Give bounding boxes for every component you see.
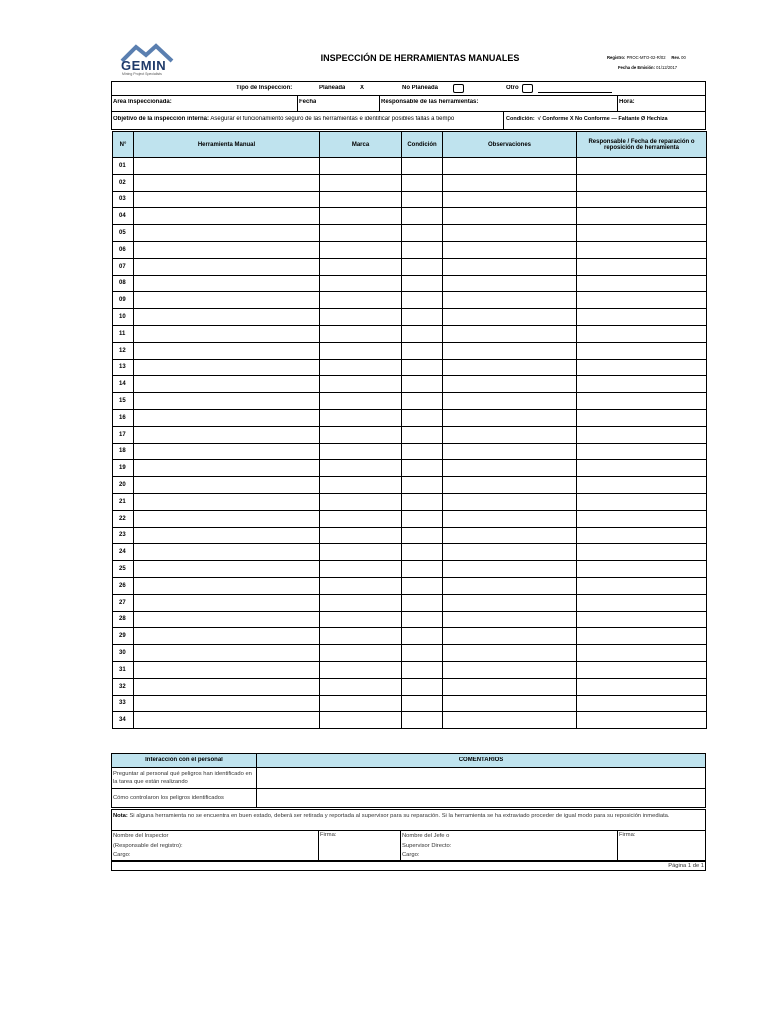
col-header-numero: N° (113, 132, 134, 158)
herramienta-cell[interactable] (134, 561, 320, 578)
observaciones-cell[interactable] (443, 376, 577, 393)
col-header-responsable: Responsable / Fecha de reparación o reposición de herramienta (577, 132, 707, 158)
fecha-emision-value: 01/12/2017 (656, 65, 678, 70)
col-header-condicion: Condición (402, 132, 443, 158)
otro-checkbox[interactable] (522, 84, 533, 93)
observaciones-cell[interactable] (443, 292, 577, 309)
herramienta-cell[interactable] (134, 661, 320, 678)
objetivo-text: Asegurar el funcionamiento seguro de las herramientas e identificar posibles fallas a tiempo (210, 116, 455, 122)
hora-label: Hora: (619, 99, 635, 105)
row-number: 10 (113, 309, 134, 326)
marca-cell[interactable] (320, 611, 402, 628)
herramienta-cell[interactable] (134, 275, 320, 292)
responsable-cell[interactable] (577, 645, 707, 662)
condicion-cell[interactable] (402, 460, 443, 477)
marca-cell[interactable] (320, 678, 402, 695)
table-row (113, 426, 707, 443)
otro-label: Otro (506, 85, 519, 91)
objetivo-line (113, 116, 503, 123)
herramienta-cell[interactable] (134, 158, 320, 175)
marca-cell[interactable] (320, 393, 402, 410)
observaciones-cell[interactable] (443, 393, 577, 410)
herramienta-cell[interactable] (134, 393, 320, 410)
condicion-cell[interactable] (402, 258, 443, 275)
observaciones-cell[interactable] (443, 544, 577, 561)
herramienta-cell[interactable] (134, 376, 320, 393)
table-row (113, 645, 707, 662)
herramienta-cell[interactable] (134, 208, 320, 225)
responsable-cell[interactable] (577, 174, 707, 191)
marca-cell[interactable] (320, 443, 402, 460)
table-row (113, 258, 707, 275)
observaciones-cell[interactable] (443, 561, 577, 578)
responsable-cell[interactable] (577, 275, 707, 292)
table-row (113, 359, 707, 376)
table-row (113, 376, 707, 393)
herramienta-cell[interactable] (134, 544, 320, 561)
otro-input-line[interactable] (538, 92, 612, 93)
row-number: 21 (113, 493, 134, 510)
condicion-cell[interactable] (402, 342, 443, 359)
row-number: 12 (113, 342, 134, 359)
table-row (113, 275, 707, 292)
condicion-label: Condición: (506, 116, 535, 122)
marca-cell[interactable] (320, 493, 402, 510)
observaciones-cell[interactable] (443, 460, 577, 477)
marca-cell[interactable] (320, 460, 402, 477)
responsable-cell[interactable] (577, 325, 707, 342)
row-number: 01 (113, 158, 134, 175)
row-number: 08 (113, 275, 134, 292)
marca-cell[interactable] (320, 208, 402, 225)
responsable-cell[interactable] (577, 258, 707, 275)
table-row (113, 225, 707, 242)
marca-cell[interactable] (320, 594, 402, 611)
table-row (113, 409, 707, 426)
row-number: 23 (113, 527, 134, 544)
row-number: 18 (113, 443, 134, 460)
row-number: 29 (113, 628, 134, 645)
herramienta-cell[interactable] (134, 258, 320, 275)
table-row (113, 325, 707, 342)
row-number: 33 (113, 695, 134, 712)
condicion-cell[interactable] (402, 409, 443, 426)
observaciones-cell[interactable] (443, 191, 577, 208)
marca-cell[interactable] (320, 191, 402, 208)
row-number: 05 (113, 225, 134, 242)
herramienta-cell[interactable] (134, 342, 320, 359)
condicion-cell[interactable] (402, 678, 443, 695)
marca-cell[interactable] (320, 645, 402, 662)
table-row (113, 594, 707, 611)
herramienta-cell[interactable] (134, 645, 320, 662)
herramienta-cell[interactable] (134, 594, 320, 611)
marca-cell[interactable] (320, 225, 402, 242)
firma-inspector-label: Firma: (320, 832, 337, 838)
marca-cell[interactable] (320, 174, 402, 191)
interaction-question-1: Preguntar al personal qué peligros han identificado en la tarea que están realizando (113, 771, 252, 785)
condicion-cell[interactable] (402, 426, 443, 443)
marca-cell[interactable] (320, 241, 402, 258)
observaciones-cell[interactable] (443, 158, 577, 175)
responsable-cell[interactable] (577, 460, 707, 477)
row-number: 31 (113, 661, 134, 678)
table-row (113, 544, 707, 561)
herramienta-cell[interactable] (134, 611, 320, 628)
responsable-cell[interactable] (577, 661, 707, 678)
herramienta-cell[interactable] (134, 628, 320, 645)
table-row (113, 191, 707, 208)
rev-label: Rev. (671, 55, 680, 60)
observaciones-cell[interactable] (443, 712, 577, 729)
observaciones-cell[interactable] (443, 628, 577, 645)
row-number: 19 (113, 460, 134, 477)
jefe-cargo-label: Cargo: (402, 852, 420, 858)
table-row (113, 309, 707, 326)
responsable-label: Responsable de las herramientas: (381, 99, 479, 105)
condicion-cell[interactable] (402, 645, 443, 662)
table-header-row (113, 132, 707, 158)
registro-value: PROC-MTO-02-R/02 (626, 55, 666, 60)
registro-label: Registro: (607, 55, 626, 60)
fecha-emision-label: Fecha de Emisión: (618, 65, 655, 70)
herramienta-cell[interactable] (134, 678, 320, 695)
condicion-legend (506, 116, 706, 123)
inspector-block (113, 832, 313, 861)
table-row (113, 577, 707, 594)
row-number: 15 (113, 393, 134, 410)
responsable-cell[interactable] (577, 208, 707, 225)
herramienta-cell[interactable] (134, 577, 320, 594)
responsable-cell[interactable] (577, 191, 707, 208)
rev-value: 00 (681, 55, 686, 60)
observaciones-cell[interactable] (443, 208, 577, 225)
comment-field-1[interactable] (258, 769, 704, 787)
marca-cell[interactable] (320, 477, 402, 494)
observaciones-cell[interactable] (443, 611, 577, 628)
observaciones-cell[interactable] (443, 527, 577, 544)
condicion-cell[interactable] (402, 225, 443, 242)
condicion-cell[interactable] (402, 493, 443, 510)
row-number: 13 (113, 359, 134, 376)
marca-cell[interactable] (320, 695, 402, 712)
jefe-role-label: Supervisor Directo: (402, 842, 452, 849)
table-row (113, 292, 707, 309)
observaciones-cell[interactable] (443, 678, 577, 695)
marca-cell[interactable] (320, 325, 402, 342)
condicion-cell[interactable] (402, 208, 443, 225)
responsable-cell[interactable] (577, 359, 707, 376)
jefe-name-label: Nombre del Jefe o (402, 833, 450, 839)
observaciones-cell[interactable] (443, 409, 577, 426)
condicion-cell[interactable] (402, 695, 443, 712)
logo-subtitle: Mining Project Specialists (122, 72, 162, 76)
condicion-cell[interactable] (402, 577, 443, 594)
marca-cell[interactable] (320, 527, 402, 544)
observaciones-cell[interactable] (443, 325, 577, 342)
condicion-cell[interactable] (402, 561, 443, 578)
herramienta-cell[interactable] (134, 712, 320, 729)
observaciones-cell[interactable] (443, 275, 577, 292)
firma-jefe-label: Firma: (619, 832, 636, 838)
herramienta-cell[interactable] (134, 426, 320, 443)
condicion-cell[interactable] (402, 309, 443, 326)
row-number: 03 (113, 191, 134, 208)
row-number: 20 (113, 477, 134, 494)
row-number: 25 (113, 561, 134, 578)
table-row (113, 342, 707, 359)
condicion-cell[interactable] (402, 443, 443, 460)
herramienta-cell[interactable] (134, 443, 320, 460)
row-number: 11 (113, 325, 134, 342)
condicion-cell[interactable] (402, 393, 443, 410)
page-number: Página 1 de 1 (668, 863, 704, 869)
table-row (113, 661, 707, 678)
row-number: 28 (113, 611, 134, 628)
area-label: Area Inspeccionada: (113, 99, 172, 105)
marca-cell[interactable] (320, 628, 402, 645)
responsable-cell[interactable] (577, 510, 707, 527)
observaciones-cell[interactable] (443, 309, 577, 326)
observaciones-cell[interactable] (443, 510, 577, 527)
marca-cell[interactable] (320, 561, 402, 578)
condicion-cell[interactable] (402, 544, 443, 561)
herramienta-cell[interactable] (134, 409, 320, 426)
marca-cell[interactable] (320, 544, 402, 561)
row-number: 24 (113, 544, 134, 561)
table-row (113, 510, 707, 527)
condicion-cell[interactable] (402, 174, 443, 191)
marca-cell[interactable] (320, 359, 402, 376)
table-row (113, 561, 707, 578)
observaciones-cell[interactable] (443, 443, 577, 460)
observaciones-cell[interactable] (443, 695, 577, 712)
row-number: 32 (113, 678, 134, 695)
condicion-cell[interactable] (402, 325, 443, 342)
marca-cell[interactable] (320, 292, 402, 309)
observaciones-cell[interactable] (443, 225, 577, 242)
responsable-cell[interactable] (577, 544, 707, 561)
table-row (113, 678, 707, 695)
condicion-cell[interactable] (402, 712, 443, 729)
responsable-cell[interactable] (577, 409, 707, 426)
responsable-cell[interactable] (577, 477, 707, 494)
herramienta-cell[interactable] (134, 292, 320, 309)
observaciones-cell[interactable] (443, 493, 577, 510)
marca-cell[interactable] (320, 661, 402, 678)
tools-table (112, 131, 707, 729)
col-header-herramienta: Herramienta Manual (134, 132, 320, 158)
table-row (113, 628, 707, 645)
inspector-cargo-label: Cargo: (113, 852, 131, 858)
marca-cell[interactable] (320, 510, 402, 527)
row-number: 04 (113, 208, 134, 225)
table-row (113, 477, 707, 494)
responsable-cell[interactable] (577, 594, 707, 611)
table-row (113, 527, 707, 544)
table-row (113, 493, 707, 510)
marca-cell[interactable] (320, 342, 402, 359)
table-row (113, 712, 707, 729)
row-number: 27 (113, 594, 134, 611)
fecha-label: Fecha (299, 99, 317, 105)
herramienta-cell[interactable] (134, 477, 320, 494)
herramienta-cell[interactable] (134, 191, 320, 208)
observaciones-cell[interactable] (443, 342, 577, 359)
row-number: 26 (113, 577, 134, 594)
interaction-question-2: Cómo controlaron los peligros identificados (113, 795, 224, 801)
page-title: INSPECCIÓN DE HERRAMIENTAS MANUALES (320, 53, 520, 63)
observaciones-cell[interactable] (443, 661, 577, 678)
responsable-cell[interactable] (577, 241, 707, 258)
condicion-cell[interactable] (402, 477, 443, 494)
condicion-cell[interactable] (402, 158, 443, 175)
inspector-name-label: Nombre del Inspector (113, 833, 169, 839)
observaciones-cell[interactable] (443, 477, 577, 494)
responsable-cell[interactable] (577, 695, 707, 712)
herramienta-cell[interactable] (134, 225, 320, 242)
marca-cell[interactable] (320, 158, 402, 175)
interaction-header-left: Interacción con el personal (145, 757, 223, 763)
logo-text: GEMIN (121, 58, 167, 73)
herramienta-cell[interactable] (134, 174, 320, 191)
condicion-cell[interactable] (402, 359, 443, 376)
condicion-cell[interactable] (402, 527, 443, 544)
observaciones-cell[interactable] (443, 594, 577, 611)
condicion-cell[interactable] (402, 241, 443, 258)
responsable-cell[interactable] (577, 678, 707, 695)
herramienta-cell[interactable] (134, 695, 320, 712)
responsable-cell[interactable] (577, 577, 707, 594)
responsable-cell[interactable] (577, 309, 707, 326)
note-label: Nota: (113, 813, 128, 819)
comment-field-2[interactable] (258, 790, 704, 807)
observaciones-cell[interactable] (443, 577, 577, 594)
responsable-cell[interactable] (577, 158, 707, 175)
marca-cell[interactable] (320, 258, 402, 275)
row-number: 09 (113, 292, 134, 309)
responsable-cell[interactable] (577, 628, 707, 645)
marca-cell[interactable] (320, 409, 402, 426)
table-row (113, 611, 707, 628)
col-header-marca: Marca (320, 132, 402, 158)
observaciones-cell[interactable] (443, 426, 577, 443)
condicion-cell[interactable] (402, 628, 443, 645)
row-number: 17 (113, 426, 134, 443)
condicion-cell[interactable] (402, 510, 443, 527)
row-number: 07 (113, 258, 134, 275)
no-planeada-checkbox[interactable] (453, 84, 464, 93)
responsable-cell[interactable] (577, 493, 707, 510)
condicion-legend-text: √ Conforme X No Conforme — Faltante Ø Hechiza (537, 116, 668, 122)
note-body: Si alguna herramienta no se encuentra en buen estado, deberá ser retirada y reportada al supervisor para su reparación. Si la herramienta se ha extraviado proceder de igual modo para su reposición inmediata. (129, 813, 670, 819)
responsable-cell[interactable] (577, 426, 707, 443)
interaction-header-right: COMENTARIOS (458, 757, 504, 763)
herramienta-cell[interactable] (134, 325, 320, 342)
condicion-cell[interactable] (402, 292, 443, 309)
marca-cell[interactable] (320, 577, 402, 594)
observaciones-cell[interactable] (443, 645, 577, 662)
condicion-cell[interactable] (402, 376, 443, 393)
observaciones-cell[interactable] (443, 241, 577, 258)
condicion-cell[interactable] (402, 594, 443, 611)
observaciones-cell[interactable] (443, 174, 577, 191)
herramienta-cell[interactable] (134, 241, 320, 258)
herramienta-cell[interactable] (134, 527, 320, 544)
responsable-cell[interactable] (577, 712, 707, 729)
responsable-cell[interactable] (577, 527, 707, 544)
registro-block (607, 53, 707, 73)
table-row (113, 460, 707, 477)
condicion-cell[interactable] (402, 611, 443, 628)
condicion-cell[interactable] (402, 661, 443, 678)
condicion-cell[interactable] (402, 275, 443, 292)
marca-cell[interactable] (320, 426, 402, 443)
responsable-cell[interactable] (577, 561, 707, 578)
responsable-cell[interactable] (577, 376, 707, 393)
marca-cell[interactable] (320, 309, 402, 326)
table-row (113, 158, 707, 175)
row-number: 16 (113, 409, 134, 426)
row-number: 06 (113, 241, 134, 258)
table-row (113, 208, 707, 225)
col-header-observaciones: Observaciones (443, 132, 577, 158)
table-row (113, 174, 707, 191)
row-number: 34 (113, 712, 134, 729)
objetivo-label: Objetivo de la inspección interna: (113, 116, 210, 122)
note-text (113, 812, 703, 820)
table-row (113, 695, 707, 712)
herramienta-cell[interactable] (134, 460, 320, 477)
herramienta-cell[interactable] (134, 510, 320, 527)
table-row (113, 393, 707, 410)
responsable-cell[interactable] (577, 342, 707, 359)
responsable-cell[interactable] (577, 393, 707, 410)
inspector-role-label: (Responsable del registro): (113, 842, 183, 849)
observaciones-cell[interactable] (443, 258, 577, 275)
responsable-cell[interactable] (577, 443, 707, 460)
row-number: 30 (113, 645, 134, 662)
jefe-block (402, 832, 612, 861)
row-number: 02 (113, 174, 134, 191)
tipo-inspeccion-label: Tipo de Inspeccion: (236, 85, 293, 91)
herramienta-cell[interactable] (134, 309, 320, 326)
table-row (113, 241, 707, 258)
marca-cell[interactable] (320, 712, 402, 729)
row-number: 14 (113, 376, 134, 393)
herramienta-cell[interactable] (134, 493, 320, 510)
row-number: 22 (113, 510, 134, 527)
company-logo (118, 43, 176, 75)
condicion-cell[interactable] (402, 191, 443, 208)
no-planeada-label: No Planeada (402, 85, 439, 91)
marca-cell[interactable] (320, 275, 402, 292)
planeada-mark[interactable]: X (360, 85, 365, 91)
responsable-cell[interactable] (577, 225, 707, 242)
responsable-cell[interactable] (577, 292, 707, 309)
observaciones-cell[interactable] (443, 359, 577, 376)
marca-cell[interactable] (320, 376, 402, 393)
table-row (113, 443, 707, 460)
planeada-label: Planeada (319, 85, 346, 91)
herramienta-cell[interactable] (134, 359, 320, 376)
responsable-cell[interactable] (577, 611, 707, 628)
